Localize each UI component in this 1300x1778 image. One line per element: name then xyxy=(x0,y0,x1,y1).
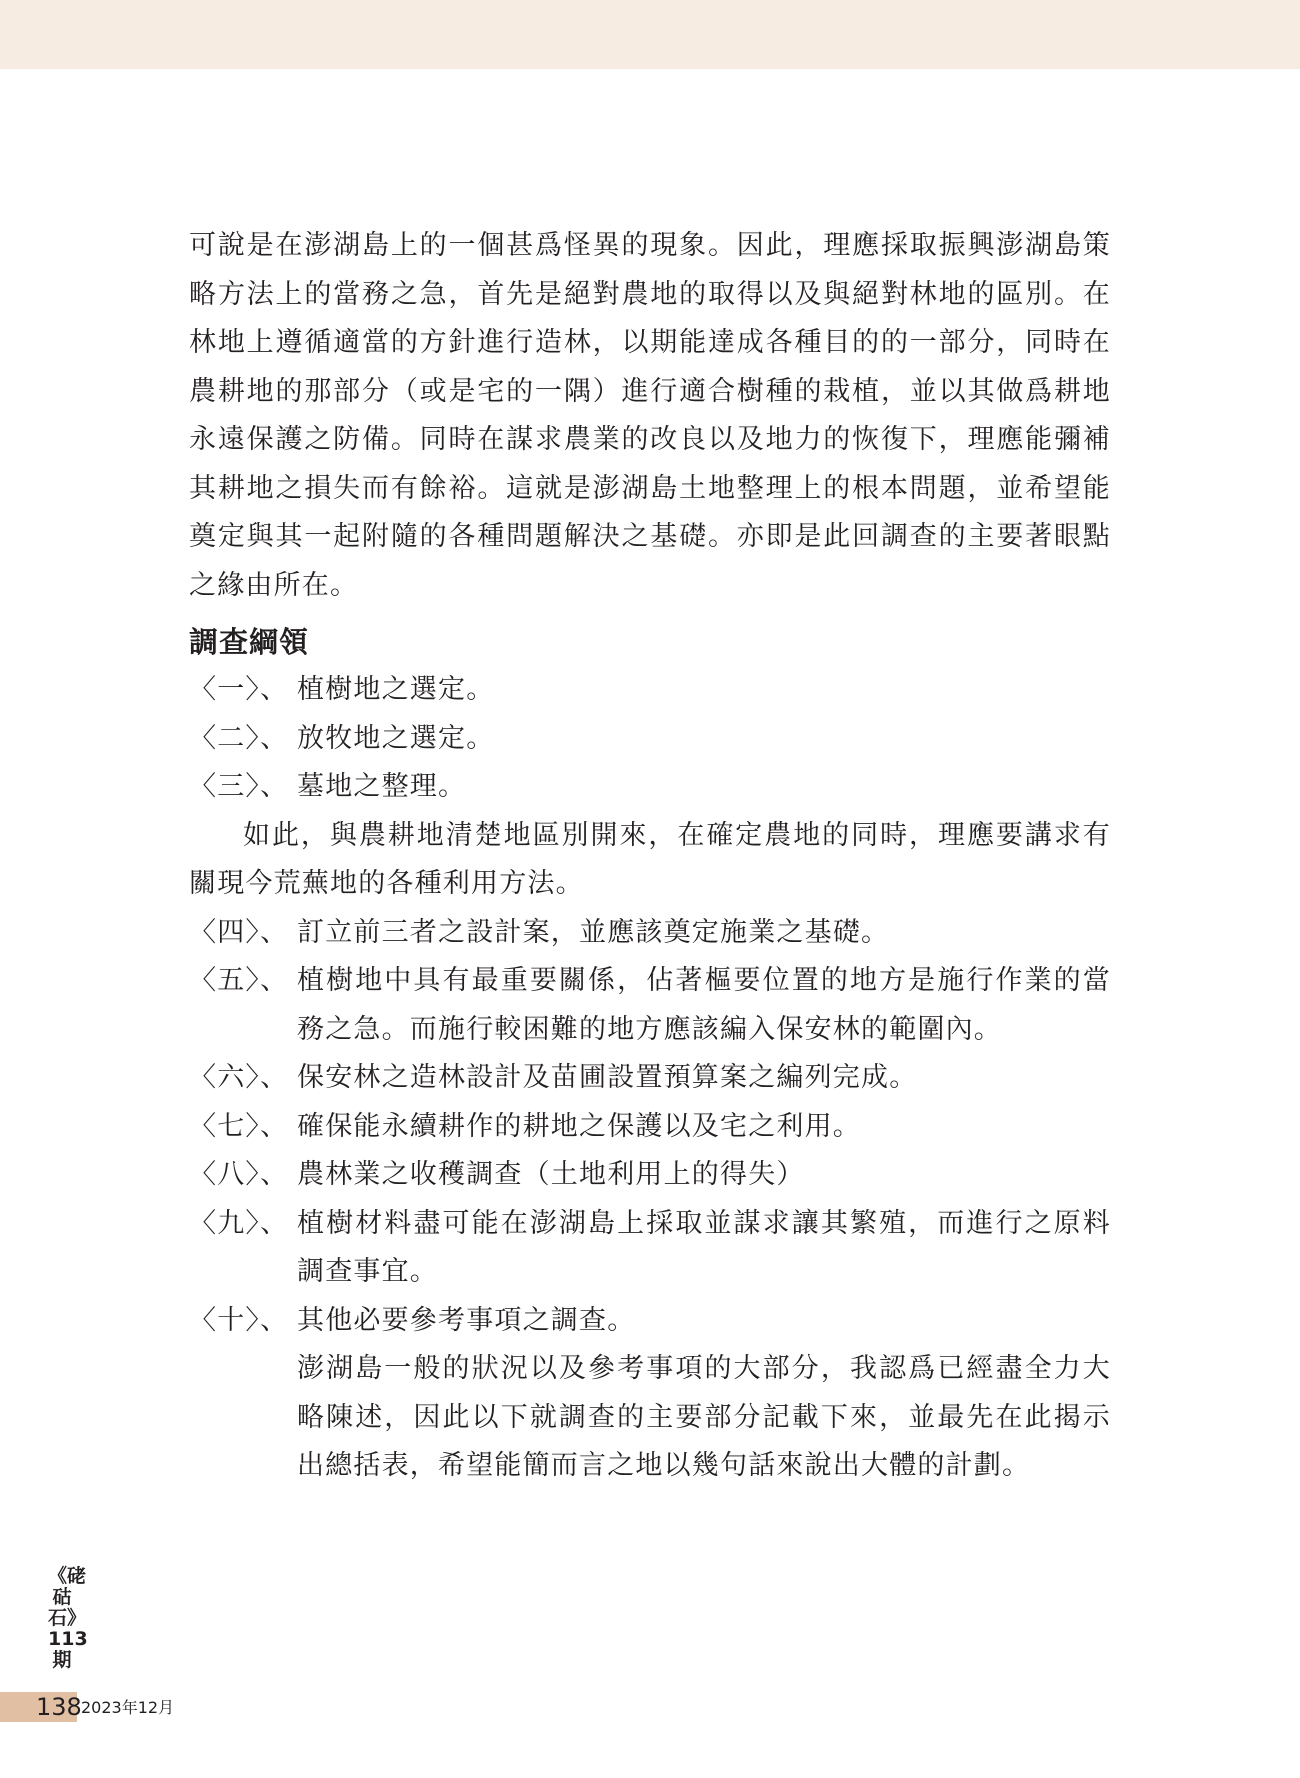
item-number: 〈七〉、 xyxy=(189,1110,289,1142)
middle-paragraph: 如此，與農耕地清楚地區別開來，在確定農地的同時，理應要講求有關現今荒蕪地的各種利用方法。 xyxy=(189,819,1111,899)
outline-item xyxy=(189,715,1111,764)
item-text: 其他必要參考事項之調查。 xyxy=(297,1304,636,1336)
item-text: 植樹地之選定。 xyxy=(297,674,495,705)
item-number: 〈四〉、 xyxy=(189,916,289,948)
item-text: 植樹材料盡可能在澎湖島上採取並謀求讓其繁殖，而進行之原料調查事宜。 xyxy=(297,1207,1111,1287)
outline-item xyxy=(189,763,1111,812)
page-number: 138 xyxy=(36,1693,82,1721)
intro-paragraph: 可說是在澎湖島上的一個甚爲怪異的現象。因此，理應採取振興澎湖島策略方法上的當務之急，首先是絕對農地的取得以及與絕對林地的區別。在林地上遵循適當的方針進行造林，以期能達成各種目的的一部分，同時在農耕地的那部分（或是宅的一隅）進行適合樹種的栽植，並以其做爲耕地永遠保護之防備。同時在謀求農業的改良以及地力的恢復下，理應能彌補其耕地之損失而有餘裕。這就是澎湖島土地整理上的根本問題，並希望能奠定與其一起附隨的各種問題解決之基礎。亦即是此回調查的主要著眼點之緣由所在。 xyxy=(189,230,1111,601)
outline-item xyxy=(189,1054,1111,1103)
outline-list-part-2 xyxy=(189,909,1111,1346)
item-text: 確保能永續耕作的耕地之保護以及宅之利用。 xyxy=(297,1110,861,1142)
item-number: 〈二〉、 xyxy=(189,722,289,754)
outline-item xyxy=(189,666,1111,715)
outline-item xyxy=(189,1200,1111,1297)
publication-title: 《硓𥑮石》113期 xyxy=(48,1565,88,1671)
item-number: 〈五〉、 xyxy=(189,965,289,996)
item-text: 墓地之整理。 xyxy=(297,771,467,802)
article-body xyxy=(189,222,1111,1491)
outline-item xyxy=(189,1103,1111,1152)
outline-item xyxy=(189,957,1111,1054)
outline-list-part-1 xyxy=(189,666,1111,812)
issue-date: 2023年12月 xyxy=(81,1698,175,1717)
item-number: 〈十〉、 xyxy=(189,1304,289,1336)
outline-item xyxy=(189,909,1111,958)
item-number: 〈六〉、 xyxy=(189,1062,289,1093)
item-text: 農林業之收穫調查（土地利用上的得失） xyxy=(297,1159,805,1190)
item-text: 植樹地中具有最重要關係，佔著樞要位置的地方是施行作業的當務之急。而施行較困難的地方應該編入保安林的範圍內。 xyxy=(297,965,1111,1045)
item-number: 〈八〉、 xyxy=(189,1159,289,1190)
item-number: 〈九〉、 xyxy=(189,1207,289,1239)
outline-item xyxy=(189,1297,1111,1346)
outline-item xyxy=(189,1151,1111,1200)
item-text: 保安林之造林設計及苗圃設置預算案之編列完成。 xyxy=(297,1062,918,1093)
item-number: 〈三〉、 xyxy=(189,771,289,802)
section-heading: 調查綱領 xyxy=(189,625,310,659)
top-decorative-band xyxy=(0,0,1300,69)
item-text: 放牧地之選定。 xyxy=(297,722,495,754)
closing-paragraph: 澎湖島一般的狀況以及參考事項的大部分，我認爲已經盡全力大略陳述，因此以下就調查的主要部分記載下來，並最先在此揭示出總括表，希望能簡而言之地以幾句話來說出大體的計劃。 xyxy=(297,1353,1111,1481)
item-number: 〈一〉、 xyxy=(189,674,289,705)
item-text: 訂立前三者之設計案，並應該奠定施業之基礎。 xyxy=(297,916,890,948)
